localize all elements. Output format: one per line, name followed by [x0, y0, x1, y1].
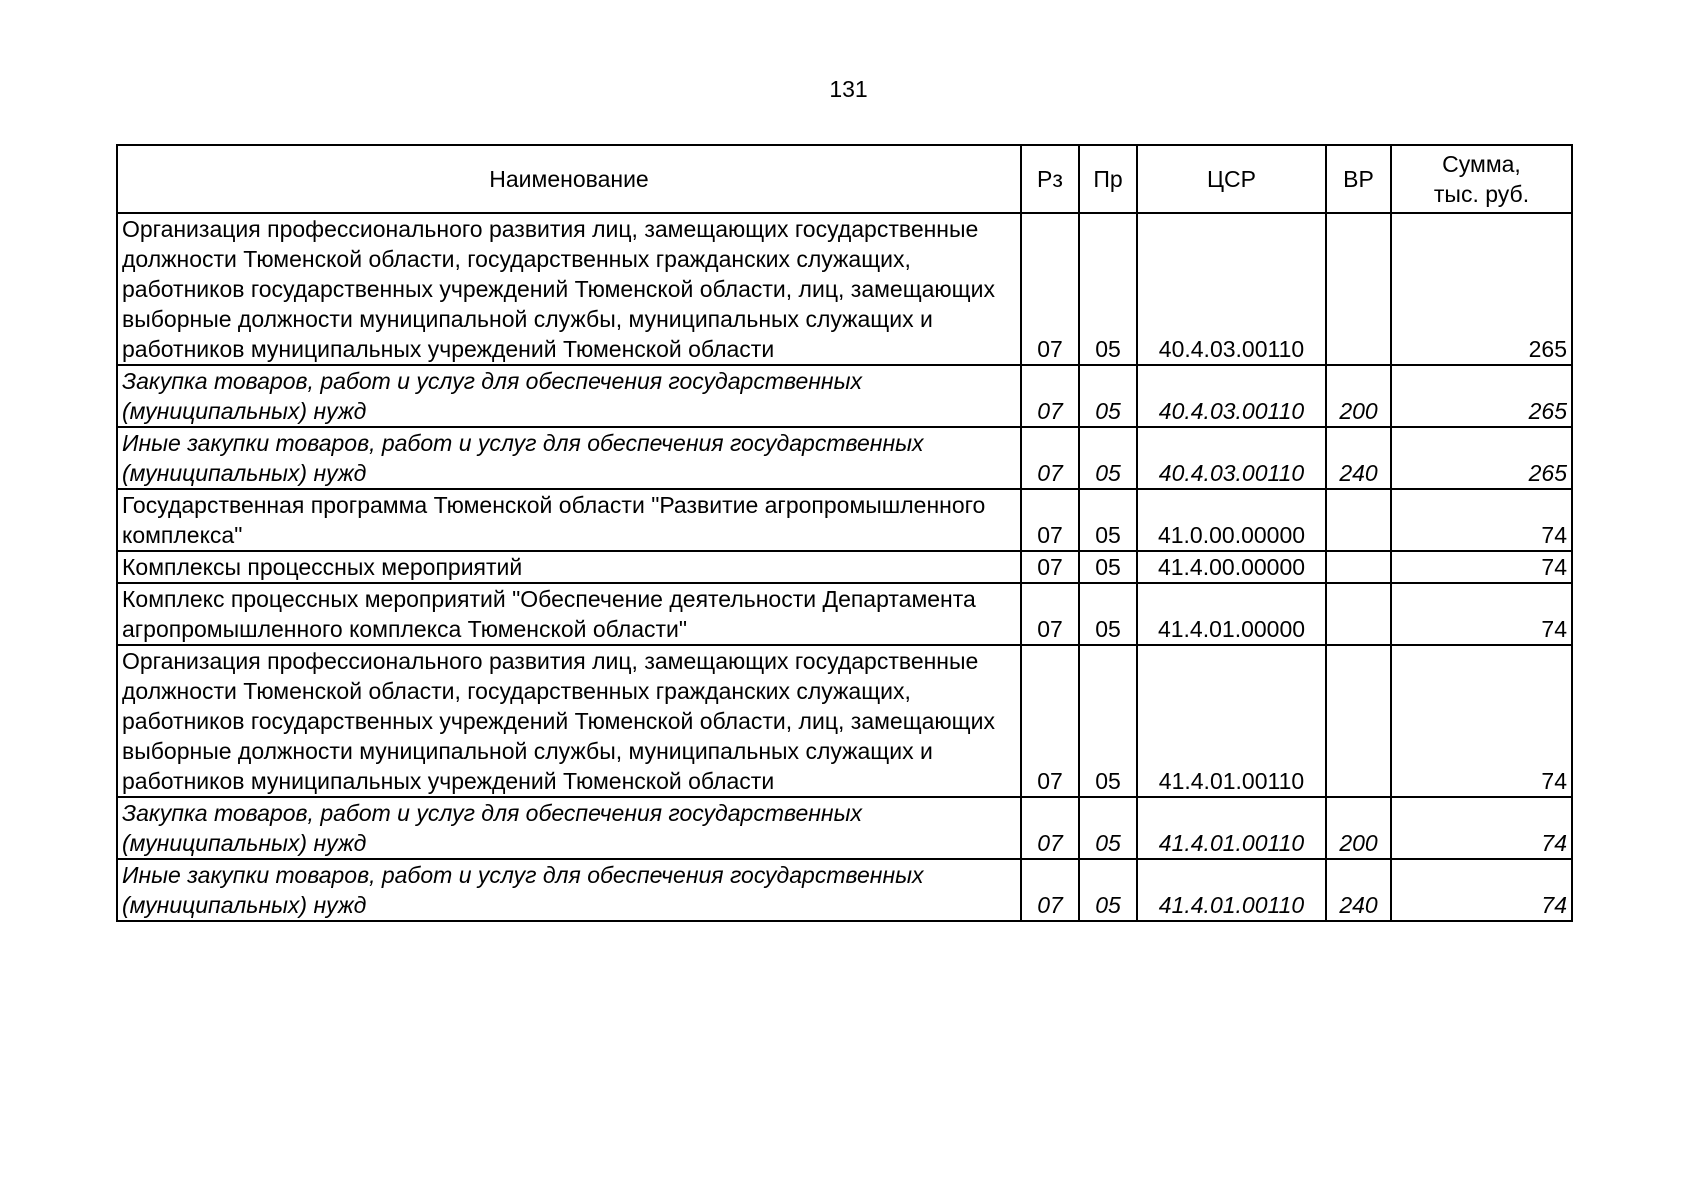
- cell-vr: [1326, 213, 1391, 365]
- header-rz: Рз: [1021, 145, 1079, 213]
- cell-rz: 07: [1021, 213, 1079, 365]
- cell-csr: 41.4.01.00110: [1137, 645, 1326, 797]
- cell-pr: 05: [1079, 551, 1137, 583]
- cell-vr: 240: [1326, 427, 1391, 489]
- cell-vr: [1326, 583, 1391, 645]
- cell-vr: [1326, 645, 1391, 797]
- table-row: [117, 213, 1572, 365]
- table-row: [117, 551, 1572, 583]
- cell-pr: 05: [1079, 859, 1137, 921]
- cell-rz: 07: [1021, 365, 1079, 427]
- cell-csr: 40.4.03.00110: [1137, 213, 1326, 365]
- table-row: [117, 489, 1572, 551]
- cell-vr: [1326, 489, 1391, 551]
- cell-vr: [1326, 551, 1391, 583]
- budget-table: [116, 144, 1573, 922]
- cell-sum: 74: [1391, 489, 1572, 551]
- cell-sum: 74: [1391, 859, 1572, 921]
- cell-vr: 240: [1326, 859, 1391, 921]
- cell-sum: 74: [1391, 645, 1572, 797]
- cell-rz: 07: [1021, 427, 1079, 489]
- cell-rz: 07: [1021, 551, 1079, 583]
- header-pr: Пр: [1079, 145, 1137, 213]
- cell-csr: 41.0.00.00000: [1137, 489, 1326, 551]
- cell-sum: 265: [1391, 365, 1572, 427]
- cell-name: Закупка товаров, работ и услуг для обеспечения государственных (муниципальных) нужд: [117, 797, 1021, 859]
- cell-sum: 265: [1391, 427, 1572, 489]
- cell-pr: 05: [1079, 213, 1137, 365]
- table-row: [117, 797, 1572, 859]
- cell-sum: 265: [1391, 213, 1572, 365]
- page-number: 131: [829, 76, 868, 102]
- cell-csr: 41.4.00.00000: [1137, 551, 1326, 583]
- table-row: [117, 365, 1572, 427]
- cell-name: Организация профессионального развития лиц, замещающих государственные должности Тюменской области, государственных гражданских служащих, работников государственных учреждений Тюменской области, лиц, замещающих выборные должности муниципальной службы, муниципальных служащих и работников муниципальных учреждений Тюменской области: [117, 645, 1021, 797]
- cell-name: Государственная программа Тюменской области "Развитие агропромышленного комплекса": [117, 489, 1021, 551]
- cell-pr: 05: [1079, 365, 1137, 427]
- cell-pr: 05: [1079, 583, 1137, 645]
- table-row: [117, 427, 1572, 489]
- cell-vr: 200: [1326, 365, 1391, 427]
- cell-sum: 74: [1391, 551, 1572, 583]
- cell-pr: 05: [1079, 489, 1137, 551]
- cell-name: Комплексы процессных мероприятий: [117, 551, 1021, 583]
- header-name: Наименование: [117, 145, 1021, 213]
- cell-vr: 200: [1326, 797, 1391, 859]
- cell-name: Иные закупки товаров, работ и услуг для обеспечения государственных (муниципальных) нужд: [117, 859, 1021, 921]
- table-header-row: [117, 145, 1572, 213]
- cell-sum: 74: [1391, 583, 1572, 645]
- cell-rz: 07: [1021, 583, 1079, 645]
- cell-name: Закупка товаров, работ и услуг для обеспечения государственных (муниципальных) нужд: [117, 365, 1021, 427]
- cell-rz: 07: [1021, 797, 1079, 859]
- table-row: [117, 859, 1572, 921]
- cell-csr: 40.4.03.00110: [1137, 365, 1326, 427]
- cell-name: Организация профессионального развития лиц, замещающих государственные должности Тюменской области, государственных гражданских служащих, работников государственных учреждений Тюменской области, лиц, замещающих выборные должности муниципальной службы, муниципальных служащих и работников муниципальных учреждений Тюменской области: [117, 213, 1021, 365]
- cell-rz: 07: [1021, 489, 1079, 551]
- cell-pr: 05: [1079, 427, 1137, 489]
- cell-csr: 40.4.03.00110: [1137, 427, 1326, 489]
- cell-rz: 07: [1021, 645, 1079, 797]
- header-csr: ЦСР: [1137, 145, 1326, 213]
- cell-rz: 07: [1021, 859, 1079, 921]
- cell-csr: 41.4.01.00110: [1137, 797, 1326, 859]
- cell-name: Иные закупки товаров, работ и услуг для обеспечения государственных (муниципальных) нужд: [117, 427, 1021, 489]
- cell-pr: 05: [1079, 797, 1137, 859]
- header-sum-line2: тыс. руб.: [1433, 181, 1530, 207]
- cell-name: Комплекс процессных мероприятий "Обеспечение деятельности Департамента агропромышленного комплекса Тюменской области": [117, 583, 1021, 645]
- header-vr: ВР: [1326, 145, 1391, 213]
- cell-sum: 74: [1391, 797, 1572, 859]
- table-row: [117, 645, 1572, 797]
- header-sum-line1: Сумма,: [1442, 151, 1521, 177]
- cell-csr: 41.4.01.00110: [1137, 859, 1326, 921]
- cell-pr: 05: [1079, 645, 1137, 797]
- table-row: [117, 583, 1572, 645]
- header-sum: [1391, 145, 1572, 213]
- cell-csr: 41.4.01.00000: [1137, 583, 1326, 645]
